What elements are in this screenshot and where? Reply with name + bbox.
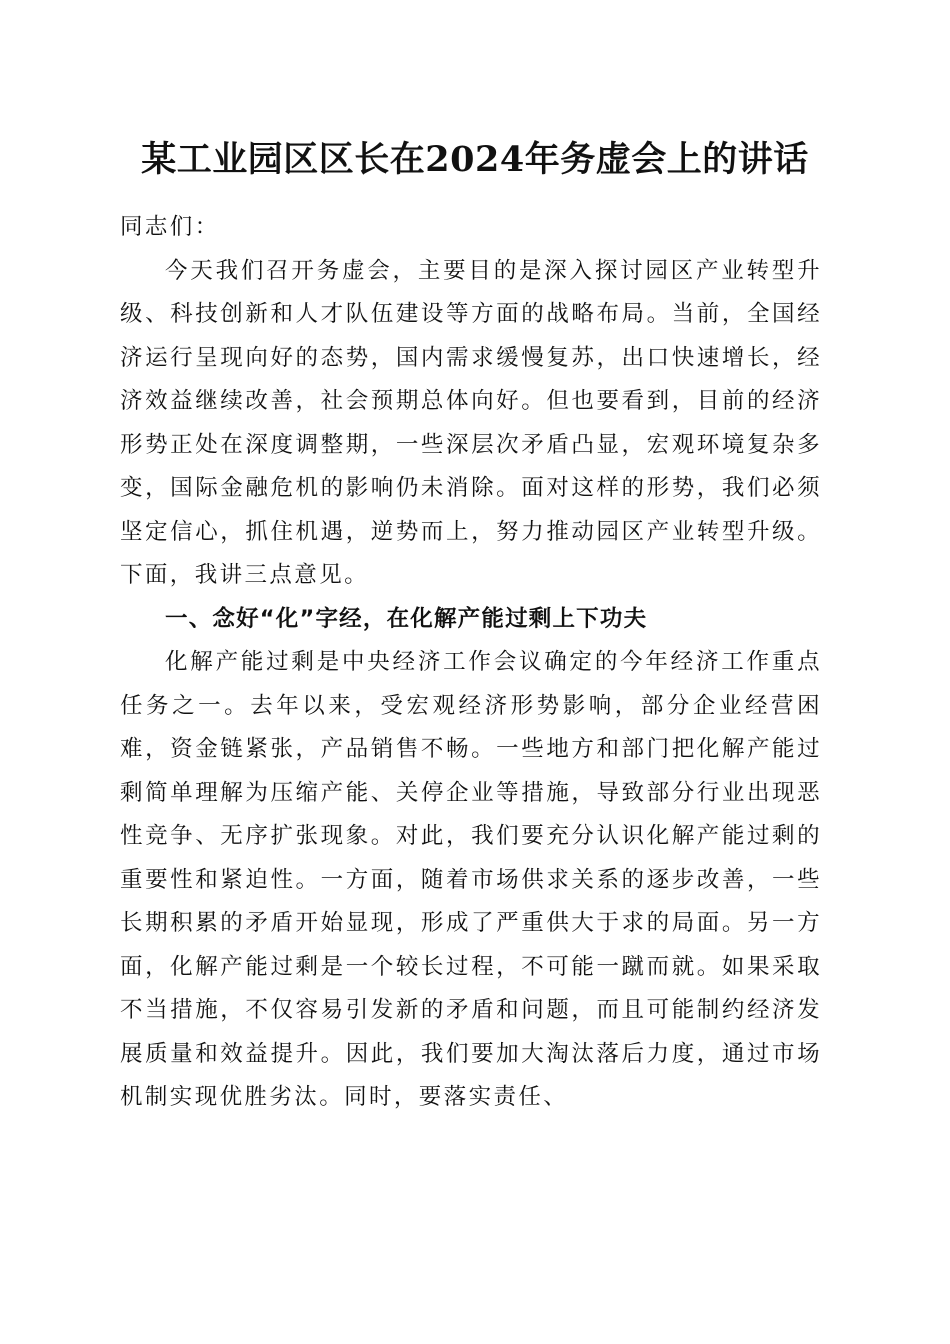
intro-paragraph: 今天我们召开务虚会，主要目的是深入探讨园区产业转型升级、科技创新和人才队伍建设等方面的战略布局。当前，全国经济运行呈现向好的态势，国内需求缓慢复苏，出口快速增长，经济效益继续改善，社会预期总体向好。但也要看到，目前的经济形势正处在深度调整期，一些深层次矛盾凸显，宏观环境复杂多变，国际金融危机的影响仍未消除。面对这样的形势，我们必须坚定信心，抓住机遇，逆势而上，努力推动园区产业转型升级。下面，我讲三点意见。 bbox=[120, 257, 822, 588]
section-1-paragraph: 化解产能过剩是中央经济工作会议确定的今年经济工作重点任务之一。去年以来，受宏观经济形势影响，部分企业经营困难，资金链紧张，产品销售不畅。一些地方和部门把化解产能过剩简单理解为压缩产能、关停企业等措施，导致部分行业出现恶性竞争、无序扩张现象。对此，我们要充分认识化解产能过剩的重要性和紧迫性。一方面，随着市场供求关系的逐步改善，一些长期积累的矛盾开始显现，形成了严重供大于求的局面。另一方面，化解产能过剩是一个较长过程，不可能一蹴而就。如果采取不当措施，不仅容易引发新的矛盾和问题，而且可能制约经济发展质量和效益提升。因此，我们要加大淘汰落后力度，通过市场机制实现优胜劣汰。同时，要落实责任、 bbox=[120, 649, 822, 1110]
document-body bbox=[120, 206, 822, 1120]
salutation: 同志们： bbox=[120, 214, 220, 240]
document-title: 某工业园区区长在2024年务虚会上的讲话 bbox=[141, 139, 809, 180]
section-heading-1: 一、念好“化”字经，在化解产能过剩上下功夫 bbox=[165, 605, 648, 632]
